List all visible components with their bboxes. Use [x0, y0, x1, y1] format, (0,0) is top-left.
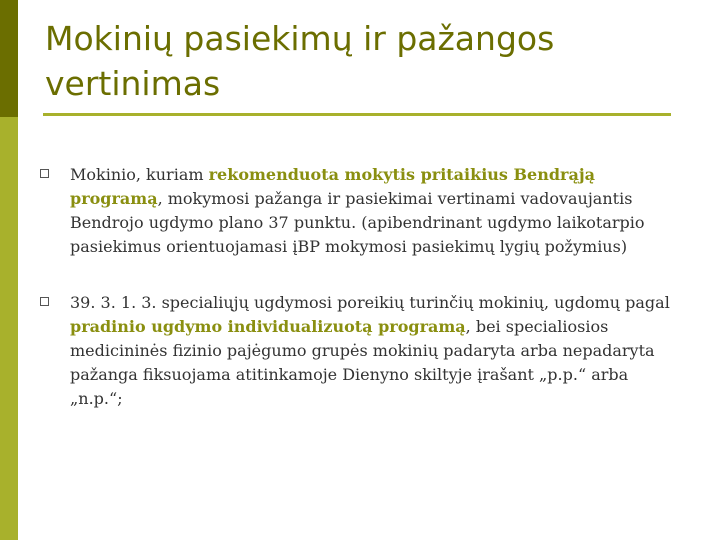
side-accent-bar-top — [0, 0, 18, 117]
bullet-text-plain: Mokinio, kuriam — [70, 165, 209, 184]
square-bullet-icon — [40, 297, 49, 306]
slide-title: Mokinių pasiekimų ir pažangos vertinimas — [45, 19, 555, 103]
bullet-text-plain: 39. 3. 1. 3. specialiųjų ugdymosi poreikių turinčių mokinių, ugdomų pagal — [70, 293, 670, 312]
square-bullet-icon — [40, 169, 49, 178]
bullet-text-highlight: rekomenduota mokytis pritaikius Bendrąją programą — [70, 165, 595, 208]
bullet-text-plain: , bei specialiosios medicininės fizinio pajėgumo grupės mokinių padaryta arba nepadaryta pažanga fiksuojama atitinkamoje Dienyno skiltyje įrašant „p.p.“ arba „n.p.“; — [70, 317, 655, 408]
title-divider — [43, 113, 671, 116]
bullet-item — [40, 291, 680, 411]
side-accent-bar-bottom — [0, 117, 18, 540]
bullet-item — [40, 163, 680, 259]
bullet-text-highlight: pradinio ugdymo individualizuotą programą — [70, 317, 466, 336]
bullet-text-plain: , mokymosi pažanga ir pasiekimai vertinami vadovaujantis Bendrojo ugdymo plano 37 punktu. (apibendrinant ugdymo laikotarpio pasiekimus orientuojamasi įBP mokymosi pasiekimų lygių požymius) — [70, 189, 645, 256]
bullet-list — [40, 163, 680, 411]
